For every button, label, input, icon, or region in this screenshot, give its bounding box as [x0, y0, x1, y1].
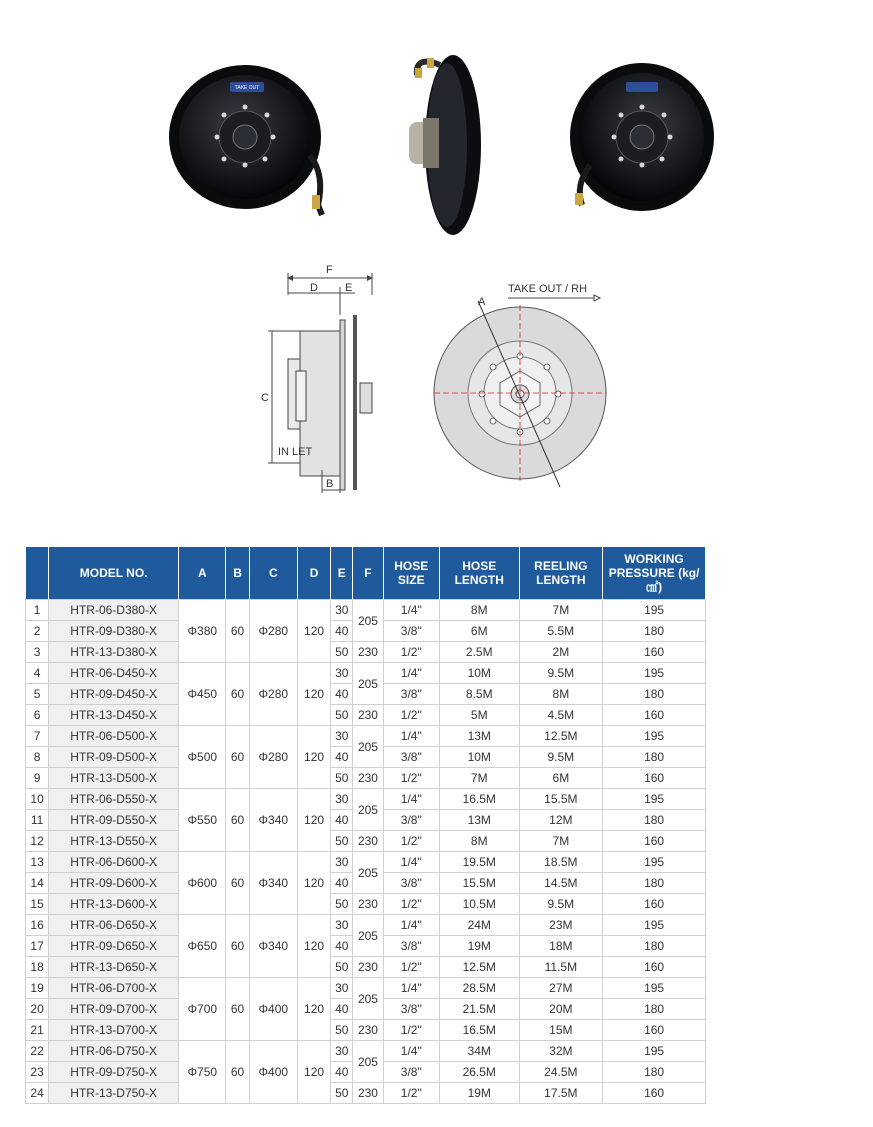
hose-length: 34M [439, 1041, 519, 1062]
reeling-length: 2M [519, 642, 603, 663]
hose-length: 8M [439, 831, 519, 852]
dim-B: 60 [226, 978, 249, 1041]
reeling-length: 18M [519, 936, 603, 957]
model-number: HTR-13-D380-X [49, 642, 179, 663]
dim-F: 205 [353, 978, 383, 1020]
header-col-reeling-length: REELING LENGTH [519, 547, 603, 600]
dim-D: 120 [297, 915, 330, 978]
header-col-index [26, 547, 49, 600]
dim-A: Φ500 [179, 726, 226, 789]
table-row [26, 894, 706, 915]
dim-E: 30 [331, 978, 353, 999]
working-pressure: 180 [603, 684, 706, 705]
working-pressure: 180 [603, 747, 706, 768]
reeling-length: 15M [519, 1020, 603, 1041]
dim-E: 30 [331, 600, 353, 621]
dim-F: 205 [353, 1041, 383, 1083]
hose-length: 8.5M [439, 684, 519, 705]
hose-size: 1/2" [383, 705, 439, 726]
row-index: 17 [26, 936, 49, 957]
working-pressure: 180 [603, 873, 706, 894]
hose-size: 1/2" [383, 831, 439, 852]
model-number: HTR-13-D700-X [49, 1020, 179, 1041]
dim-F: 230 [353, 894, 383, 915]
table-row [26, 642, 706, 663]
dim-B: 60 [226, 600, 249, 663]
dim-B: 60 [226, 915, 249, 978]
label-inlet: IN LET [278, 446, 313, 458]
dim-F: 230 [353, 957, 383, 978]
working-pressure: 195 [603, 789, 706, 810]
model-number: HTR-09-D550-X [49, 810, 179, 831]
working-pressure: 160 [603, 705, 706, 726]
reeling-length: 17.5M [519, 1083, 603, 1104]
model-number: HTR-06-D700-X [49, 978, 179, 999]
working-pressure: 160 [603, 768, 706, 789]
model-number: HTR-09-D380-X [49, 621, 179, 642]
row-index: 20 [26, 999, 49, 1020]
hose-length: 10M [439, 747, 519, 768]
working-pressure: 180 [603, 936, 706, 957]
model-number: HTR-06-D750-X [49, 1041, 179, 1062]
hose-length: 7M [439, 768, 519, 789]
working-pressure: 160 [603, 642, 706, 663]
model-number: HTR-13-D550-X [49, 831, 179, 852]
header-col-E: E [331, 547, 353, 600]
hose-size: 1/4" [383, 600, 439, 621]
reeling-length: 12M [519, 810, 603, 831]
row-index: 11 [26, 810, 49, 831]
hose-size: 1/2" [383, 768, 439, 789]
hose-size: 3/8" [383, 621, 439, 642]
model-number: HTR-13-D600-X [49, 894, 179, 915]
hose-length: 12.5M [439, 957, 519, 978]
model-number: HTR-09-D750-X [49, 1062, 179, 1083]
dim-D: 120 [297, 726, 330, 789]
reeling-length: 23M [519, 915, 603, 936]
product-photos [0, 0, 873, 250]
dim-D: 120 [297, 663, 330, 726]
dim-F: 205 [353, 852, 383, 894]
dim-E: 30 [331, 726, 353, 747]
header-col-C: C [249, 547, 297, 600]
hose-size: 3/8" [383, 810, 439, 831]
model-number: HTR-06-D650-X [49, 915, 179, 936]
working-pressure: 195 [603, 1041, 706, 1062]
dim-F: 205 [353, 600, 383, 642]
front-view [434, 295, 606, 487]
model-number: HTR-09-D450-X [49, 684, 179, 705]
header-col-F: F [353, 547, 383, 600]
dim-E: 50 [331, 1083, 353, 1104]
dim-A: Φ700 [179, 978, 226, 1041]
dim-E: 40 [331, 747, 353, 768]
dim-A: Φ650 [179, 915, 226, 978]
hose-length: 19M [439, 1083, 519, 1104]
hose-length: 13M [439, 726, 519, 747]
dim-C: Φ340 [249, 789, 297, 852]
row-index: 21 [26, 1020, 49, 1041]
dim-E: 30 [331, 915, 353, 936]
hose-size: 1/2" [383, 1083, 439, 1104]
hose-length: 24M [439, 915, 519, 936]
hose-size: 1/4" [383, 789, 439, 810]
dim-C: Φ280 [249, 600, 297, 663]
row-index: 15 [26, 894, 49, 915]
dim-B: 60 [226, 1041, 249, 1104]
hose-length: 13M [439, 810, 519, 831]
table-row [26, 1020, 706, 1041]
hose-length: 28.5M [439, 978, 519, 999]
hose-size: 3/8" [383, 873, 439, 894]
label-D: D [310, 282, 318, 294]
reeling-length: 6M [519, 768, 603, 789]
hose-size: 3/8" [383, 1062, 439, 1083]
hose-size: 1/2" [383, 1020, 439, 1041]
hose-size: 1/2" [383, 894, 439, 915]
dim-C: Φ340 [249, 915, 297, 978]
dim-E: 40 [331, 810, 353, 831]
dim-A: Φ550 [179, 789, 226, 852]
dim-F: 205 [353, 915, 383, 957]
dim-F: 205 [353, 726, 383, 768]
hose-length: 16.5M [439, 1020, 519, 1041]
header-col-hose-length: HOSE LENGTH [439, 547, 519, 600]
dim-E: 50 [331, 768, 353, 789]
hose-length: 8M [439, 600, 519, 621]
table-row [26, 957, 706, 978]
dim-E: 40 [331, 936, 353, 957]
hose-length: 26.5M [439, 1062, 519, 1083]
dim-D: 120 [297, 978, 330, 1041]
hose-size: 1/2" [383, 642, 439, 663]
reeling-length: 9.5M [519, 747, 603, 768]
table-row [26, 768, 706, 789]
hose-size: 1/4" [383, 852, 439, 873]
reeling-length: 24.5M [519, 1062, 603, 1083]
table-row [26, 852, 706, 873]
row-index: 16 [26, 915, 49, 936]
working-pressure: 160 [603, 1083, 706, 1104]
reel-badge-text: TAKE OUT [234, 85, 260, 91]
hose-length: 19M [439, 936, 519, 957]
working-pressure: 195 [603, 726, 706, 747]
hose-size: 1/4" [383, 663, 439, 684]
hose-length: 6M [439, 621, 519, 642]
header-col-model: MODEL NO. [49, 547, 179, 600]
row-index: 12 [26, 831, 49, 852]
row-index: 10 [26, 789, 49, 810]
model-number: HTR-13-D750-X [49, 1083, 179, 1104]
label-E: E [345, 282, 353, 294]
reeling-length: 8M [519, 684, 603, 705]
header-col-D: D [297, 547, 330, 600]
technical-drawing [260, 265, 620, 495]
dim-A: Φ450 [179, 663, 226, 726]
dim-E: 50 [331, 957, 353, 978]
dim-D: 120 [297, 1041, 330, 1104]
reeling-length: 32M [519, 1041, 603, 1062]
label-C: C [261, 392, 269, 404]
hose-size: 1/4" [383, 1041, 439, 1062]
spec-table [25, 547, 706, 1104]
dim-E: 50 [331, 1020, 353, 1041]
dim-E: 50 [331, 831, 353, 852]
working-pressure: 195 [603, 915, 706, 936]
dim-E: 40 [331, 873, 353, 894]
table-row [26, 1041, 706, 1062]
row-index: 2 [26, 621, 49, 642]
row-index: 19 [26, 978, 49, 999]
dim-E: 40 [331, 1062, 353, 1083]
working-pressure: 160 [603, 831, 706, 852]
hose-length: 10M [439, 663, 519, 684]
table-header-row [26, 547, 706, 600]
dim-F: 205 [353, 663, 383, 705]
dim-D: 120 [297, 789, 330, 852]
dim-B: 60 [226, 726, 249, 789]
hose-length: 21.5M [439, 999, 519, 1020]
table-row [26, 600, 706, 621]
reeling-length: 4.5M [519, 705, 603, 726]
model-number: HTR-06-D500-X [49, 726, 179, 747]
hose-size: 3/8" [383, 999, 439, 1020]
row-index: 1 [26, 600, 49, 621]
working-pressure: 195 [603, 663, 706, 684]
working-pressure: 195 [603, 600, 706, 621]
row-index: 6 [26, 705, 49, 726]
hose-length: 2.5M [439, 642, 519, 663]
working-pressure: 180 [603, 810, 706, 831]
model-number: HTR-13-D500-X [49, 768, 179, 789]
label-B: B [326, 478, 334, 490]
table-row [26, 705, 706, 726]
header-col-B: B [226, 547, 249, 600]
working-pressure: 160 [603, 894, 706, 915]
reeling-length: 9.5M [519, 894, 603, 915]
dim-E: 40 [331, 621, 353, 642]
row-index: 13 [26, 852, 49, 873]
reeling-length: 27M [519, 978, 603, 999]
dim-F: 230 [353, 1020, 383, 1041]
dim-C: Φ280 [249, 663, 297, 726]
dim-B: 60 [226, 789, 249, 852]
hose-length: 10.5M [439, 894, 519, 915]
row-index: 22 [26, 1041, 49, 1062]
dim-E: 50 [331, 642, 353, 663]
model-number: HTR-06-D450-X [49, 663, 179, 684]
dim-E: 30 [331, 852, 353, 873]
row-index: 4 [26, 663, 49, 684]
model-number: HTR-09-D600-X [49, 873, 179, 894]
row-index: 24 [26, 1083, 49, 1104]
reeling-length: 14.5M [519, 873, 603, 894]
dim-F: 230 [353, 642, 383, 663]
dim-F: 205 [353, 789, 383, 831]
table-row [26, 789, 706, 810]
reeling-length: 9.5M [519, 663, 603, 684]
row-index: 3 [26, 642, 49, 663]
hose-size: 1/2" [383, 957, 439, 978]
dim-F: 230 [353, 1083, 383, 1104]
dim-E: 30 [331, 1041, 353, 1062]
dim-C: Φ400 [249, 1041, 297, 1104]
label-A: A [478, 296, 486, 308]
hose-size: 3/8" [383, 747, 439, 768]
hose-size: 1/4" [383, 978, 439, 999]
reel-photo-front-right [560, 55, 720, 220]
dim-C: Φ400 [249, 978, 297, 1041]
model-number: HTR-09-D650-X [49, 936, 179, 957]
dim-A: Φ750 [179, 1041, 226, 1104]
dim-E: 40 [331, 684, 353, 705]
dim-F: 230 [353, 831, 383, 852]
table-row [26, 726, 706, 747]
dim-E: 40 [331, 999, 353, 1020]
hose-size: 1/4" [383, 726, 439, 747]
table-row [26, 663, 706, 684]
dim-A: Φ380 [179, 600, 226, 663]
working-pressure: 180 [603, 999, 706, 1020]
model-number: HTR-06-D550-X [49, 789, 179, 810]
hose-size: 3/8" [383, 936, 439, 957]
row-index: 23 [26, 1062, 49, 1083]
label-take-out: TAKE OUT / RH [508, 283, 588, 295]
reeling-length: 20M [519, 999, 603, 1020]
hose-length: 19.5M [439, 852, 519, 873]
dim-C: Φ340 [249, 852, 297, 915]
dim-E: 30 [331, 789, 353, 810]
dim-D: 120 [297, 852, 330, 915]
dim-F: 230 [353, 705, 383, 726]
working-pressure: 180 [603, 621, 706, 642]
header-col-hose-size: HOSE SIZE [383, 547, 439, 600]
model-number: HTR-13-D650-X [49, 957, 179, 978]
hose-length: 16.5M [439, 789, 519, 810]
working-pressure: 160 [603, 957, 706, 978]
reel-photo-side [395, 50, 495, 235]
model-number: HTR-06-D380-X [49, 600, 179, 621]
dim-C: Φ280 [249, 726, 297, 789]
dim-D: 120 [297, 600, 330, 663]
model-number: HTR-09-D700-X [49, 999, 179, 1020]
label-F: F [326, 265, 333, 276]
working-pressure: 195 [603, 978, 706, 999]
dim-E: 50 [331, 894, 353, 915]
dim-E: 30 [331, 663, 353, 684]
model-number: HTR-06-D600-X [49, 852, 179, 873]
reeling-length: 15.5M [519, 789, 603, 810]
row-index: 5 [26, 684, 49, 705]
table-row [26, 978, 706, 999]
reeling-length: 11.5M [519, 957, 603, 978]
row-index: 14 [26, 873, 49, 894]
table-row [26, 831, 706, 852]
table-row [26, 1083, 706, 1104]
hose-length: 5M [439, 705, 519, 726]
working-pressure: 195 [603, 852, 706, 873]
hose-size: 3/8" [383, 684, 439, 705]
header-col-A: A [179, 547, 226, 600]
header-col-working-pressure: WORKING PRESSURE (kg/㎠) [603, 547, 706, 600]
model-number: HTR-13-D450-X [49, 705, 179, 726]
model-number: HTR-09-D500-X [49, 747, 179, 768]
dim-F: 230 [353, 768, 383, 789]
table-row [26, 915, 706, 936]
reeling-length: 7M [519, 600, 603, 621]
dim-B: 60 [226, 852, 249, 915]
row-index: 7 [26, 726, 49, 747]
reeling-length: 18.5M [519, 852, 603, 873]
hose-length: 15.5M [439, 873, 519, 894]
reeling-length: 7M [519, 831, 603, 852]
working-pressure: 160 [603, 1020, 706, 1041]
dim-E: 50 [331, 705, 353, 726]
side-view [268, 273, 372, 493]
working-pressure: 180 [603, 1062, 706, 1083]
reeling-length: 5.5M [519, 621, 603, 642]
hose-size: 1/4" [383, 915, 439, 936]
reeling-length: 12.5M [519, 726, 603, 747]
dim-A: Φ600 [179, 852, 226, 915]
reel-photo-front-left [160, 55, 335, 220]
dim-B: 60 [226, 663, 249, 726]
row-index: 18 [26, 957, 49, 978]
row-index: 8 [26, 747, 49, 768]
row-index: 9 [26, 768, 49, 789]
